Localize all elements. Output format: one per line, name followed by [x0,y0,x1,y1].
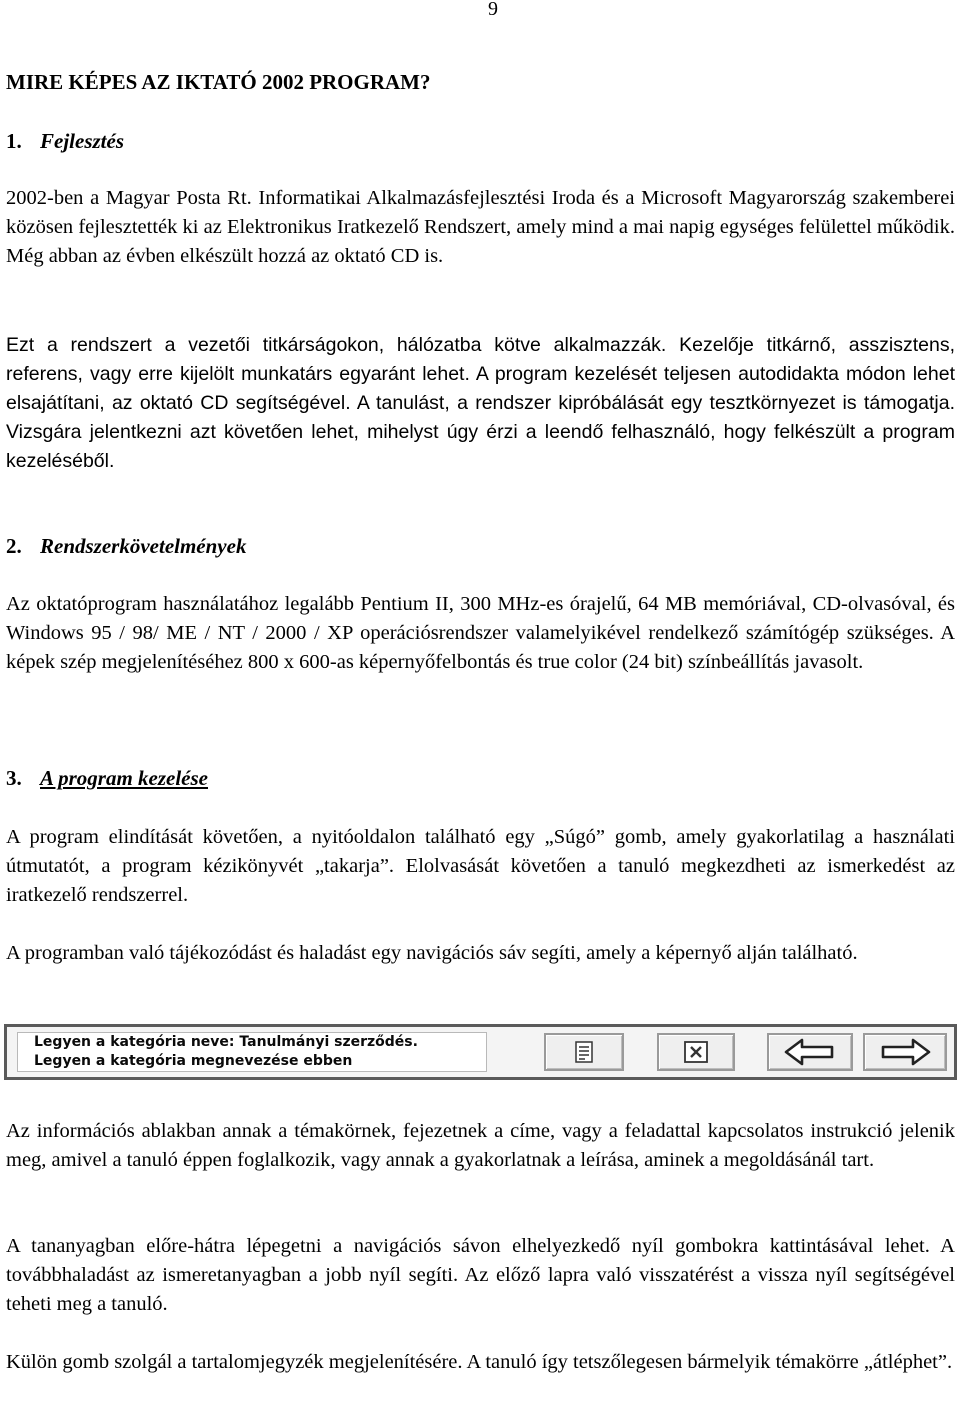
toc-icon [572,1040,596,1064]
section-number: 3. [6,766,22,790]
section-number: 2. [6,534,22,558]
section-number: 1. [6,129,22,153]
section-heading-1 [6,129,124,154]
section-heading-2 [6,534,246,559]
toc-button[interactable] [544,1033,624,1071]
paragraph-requirements: Az oktatóprogram használatához legalább Pentium II, 300 MHz-es órajelű, 64 MB memóriával, CD-olvasóval, és Windows 95 / 98/ ME / NT / 2000 / XP operációsrendszer valamelyikével rendelkező számítógép szükséges. A képek szép megjelenítéséhez 800 x 600-as képernyőfelbontás és true color (24 bit) színbeállítás javasolt. [6,593,955,673]
section-title: Rendszerkövetelmények [40,534,247,558]
info-line-1: Legyen a kategória neve: Tanulmányi szerződés. [34,1034,418,1050]
navigation-bar-figure [4,1024,957,1080]
paragraph-arrows: A tananyagban előre-hátra lépegetni a navigációs sávon elhelyezkedő nyíl gombokra kattintásával lehet. A továbbhaladást az ismeretanyagban a jobb nyíl segíti. Az előző lapra való visszatérést a vissza nyíl segítségével teheti meg a tanuló. [6,1235,955,1315]
arrow-right-icon [879,1037,931,1067]
forward-button[interactable] [863,1033,947,1071]
paragraph-info-window: Az információs ablakban annak a témakörnek, fejezetnek a címe, vagy a feladattal kapcsolatos instrukció jelenik meg, amivel a tanuló éppen foglalkozik, vagy annak a gyakorlatnak a leírása, aminek a megoldásánál tart. [6,1120,955,1171]
paragraph-navigation: A programban való tájékozódást és haladást egy navigációs sáv segíti, amely a képernyő alján található. [6,942,858,964]
info-window [17,1032,487,1072]
section-heading-3 [6,766,208,791]
close-button[interactable] [657,1033,735,1071]
arrow-left-icon [784,1037,836,1067]
paragraph-usage: Ezt a rendszert a vezetői titkárságokon, hálózatba kötve alkalmazzák. Kezelője titkárnő, asszisztens, referens, vagy erre kijelölt munkatárs egyaránt lehet. A program kezelését teljesen autodidakta módon lehet elsajátítani, az oktató CD segítségével. A tanulást, a rendszer kipróbálását egy tesztkörnyezet is támogatja. Vizsgára jelentkezni azt követően lehet, mihelyst úgy érzi a leendő felhasználó, hogy felkészült a program kezeléséből. [6,334,955,472]
info-line-2: Legyen a kategória megnevezése ebben [34,1053,353,1069]
back-button[interactable] [767,1033,853,1071]
page-number: 9 [488,0,498,20]
paragraph-toc: Külön gomb szolgál a tartalomjegyzék megjelenítésére. A tanuló így tetszőlegesen bármelyik témakörre „átléphet”. [6,1351,953,1373]
document-title: MIRE KÉPES AZ IKTATÓ 2002 PROGRAM? [6,70,431,94]
section-title: A program kezelése [40,766,208,790]
paragraph-help-button: A program elindítását követően, a nyitóoldalon található egy „Súgó” gomb, amely gyakorlatilag a használati útmutatót, a program kézikönyvét „takarja”. Elolvasását követően a tanuló megkezdheti az ismerkedést az iratkezelő rendszerrel. [6,826,955,906]
paragraph-development: 2002-ben a Magyar Posta Rt. Informatikai Alkalmazásfejlesztési Iroda és a Microsoft Magyarország szakemberei közösen fejlesztették ki az Elektronikus Iratkezelő Rendszert, amely mind a mai napig egységes felülettel működik. Még abban az évben elkészült hozzá az oktató CD is. [6,187,955,267]
section-title: Fejlesztés [40,129,124,153]
close-icon [683,1040,709,1064]
